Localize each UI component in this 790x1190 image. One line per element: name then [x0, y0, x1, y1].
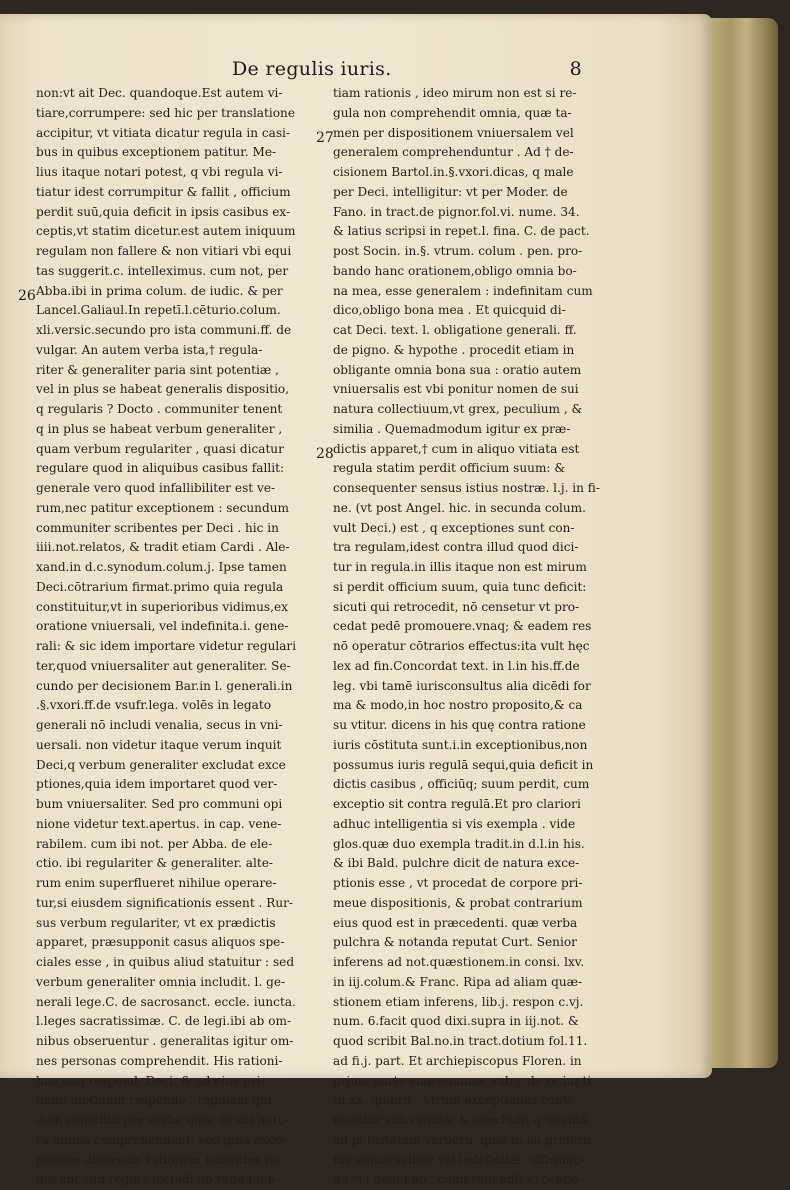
text-line: in iij.colum.& Franc. Ripa ad aliam quæ-: [333, 974, 583, 989]
text-line: meue dispositionis, & probat contrarium: [333, 895, 583, 910]
text-line: ra omnia comprehendant: sed quia exce-: [36, 1132, 287, 1147]
running-header: [232, 58, 592, 84]
text-line: ma & modo,in hoc nostro proposito,& ca: [333, 698, 583, 713]
text-line: generalem comprehenduntur . Ad † de-: [333, 145, 574, 160]
text-line: Deci.cōtrarium firmat.primo quia regula: [36, 579, 284, 594]
text-line: lex ad fin.Concordat text. in l.in his.ff.de: [333, 658, 580, 673]
text-line: num. 6.facit quod dixi.supra in iij.not. &: [333, 1014, 579, 1029]
left-text-column: [36, 84, 304, 1187]
text-line: regula statim perdit officium suum: &: [333, 461, 566, 476]
text-line: eius quod est in præcedenti. quæ verba: [333, 915, 578, 930]
text-line: rabilem. cum ibi not. per Abba. de ele-: [36, 836, 273, 851]
text-line: adhuc intelligentia si vis exempla . vide: [333, 816, 576, 831]
text-line: dico,obligo bona mea . Et quicquid di-: [333, 303, 566, 318]
text-line: si perdit officium suum, quia tunc deficit:: [333, 579, 587, 594]
text-line: ctio. ibi regulariter & generaliter. alte-: [36, 856, 273, 871]
text-line: nes personas comprehendit. His rationi-: [36, 1053, 283, 1068]
text-line: ptiones,quia idem importaret quod ver-: [36, 777, 278, 792]
text-line: per Deci. intelligitur: vt per Moder. de: [333, 184, 568, 199]
text-line: bus non respond. Deci. & ad eius pri-: [36, 1073, 265, 1088]
text-line: vult Deci.) est , q exceptiones sunt con-: [333, 520, 575, 535]
text-line: similia . Quemadmodum igitur ex præ-: [333, 421, 571, 436]
text-line: apparet, præsupponit casus aliquos spe-: [36, 935, 285, 950]
text-line: perdit suū,quia deficit in ipsis casibus ex-: [36, 204, 291, 219]
text-line: xand.in d.c.synodum.colum.j. Ipse tamen: [36, 560, 287, 574]
text-line: rali: & sic idem importare videtur regulari: [36, 639, 297, 653]
text-line: cedat pedē promouere.vnaq; & eadem res: [333, 619, 592, 634]
text-line: mum motiuum responde , regulam qui-: [36, 1093, 276, 1108]
text-line: neantur sub regula: & concludit q quantū: [333, 1113, 589, 1127]
text-line: accipitur, vt vitiata dicatur regula in casi-: [36, 125, 291, 140]
text-line: post Socin. in.§. vtrum. colum . pen. pro-: [333, 244, 583, 258]
text-line: quod scribit Bal.no.in tract.dotium fol.11.: [333, 1034, 588, 1048]
text-line: non:vt ait Dec. quandoque.Est autem vi-: [36, 86, 283, 100]
text-line: bando hanc orationem,obligo omnia bo-: [333, 263, 577, 278]
text-line: do vel negando , comprehendit exceptio-: [333, 1172, 583, 1187]
text-line: tra regulam,idest contra illud quod dici-: [333, 540, 579, 555]
text-line: l.leges sacratissimæ. C. de legi.ibi ab om-: [36, 1014, 292, 1029]
text-line: gula non comprehendit omnia, quæ ta-: [333, 105, 572, 120]
text-line: oratione vniuersali, vel indefinita.i. gene-: [36, 619, 289, 634]
text-line: q regularis ? Docto . communiter tenent: [36, 402, 283, 416]
text-line: pulchra & notanda reputat Curt. Senior: [333, 935, 577, 950]
text-line: uersali. non videtur itaque verum inquit: [36, 737, 282, 752]
text-line: men per dispositionem vniuersalem vel: [333, 125, 574, 140]
text-line: exceptio sit contra regulā.Et pro clariori: [333, 797, 581, 811]
right-text-column: [333, 84, 615, 1187]
header-title: De regulis iuris.: [232, 58, 392, 80]
text-line: riter & generaliter paria sint potentiæ ,: [36, 362, 279, 377]
text-line: vniuersalis est vbi ponitur nomen de sui: [333, 382, 579, 397]
text-line: communiter scribentes per Deci . hic in: [36, 520, 279, 535]
text-line: ptionis esse , vt procedat de corpore pri-: [333, 876, 583, 890]
text-line: q in plus se habeat verbum generaliter ,: [36, 421, 283, 436]
text-line: Lancel.Galiaul.In repetī.l.cēturio.colum.: [36, 303, 281, 318]
text-line: ceptis,vt statim dicetur.est autem iniquum: [36, 224, 296, 239]
text-line: tiare,corrumpere: sed hic per translatione: [36, 105, 295, 120]
text-line: vel in plus se habeat generalis dispositio,: [36, 382, 290, 397]
text-line: ad potestatem verborū, quæ in ea proferū-: [333, 1132, 596, 1147]
text-line: iiii.not.relatos, & tradit etiam Cardi . Ale-: [36, 540, 290, 555]
text-line: obligante omnia bona sua : oratio autem: [333, 362, 582, 377]
margin-number-26: 26: [18, 288, 36, 304]
text-line: generali nō includi venalia, secus in vni-: [36, 718, 283, 732]
text-line: glos.quæ duo exempla tradit.in d.l.in his.: [333, 836, 585, 851]
text-line: ciales esse , in quibus aliud statuitur : sed: [36, 955, 295, 969]
text-line: possumus iuris regulā sequi,quia deficit in: [333, 757, 594, 772]
text-line: xli.versic.secundo pro ista communi.ff. de: [36, 323, 292, 337]
text-line: .§.vxori.ff.de vsufr.lega. volēs in legato: [36, 698, 271, 713]
text-line: ptiones diuersam rationem habentes ne-: [36, 1152, 284, 1167]
text-line: & latius scripsi in repet.l. fina. C. de pact.: [333, 224, 590, 239]
text-line: consequenter sensus istius nostræ. l.j. in fi-: [333, 481, 600, 495]
text-line: inferens ad not.quæstionem.in consi. lxv.: [333, 955, 585, 969]
text-line: leg. vbi tamē iurisconsultus alia dicēdi for: [333, 678, 591, 693]
text-line: stionem etiam inferens, lib.j. respon c.vj.: [333, 994, 584, 1009]
text-line: Abba.ibi in prima colum. de iudic. & per: [36, 283, 283, 298]
text-line: regulare quod in aliquibus casibus fallit:: [36, 461, 285, 476]
text-line: natura collectiuum,vt grex, peculium , &: [333, 402, 583, 416]
text-line: tur in regula.in illis itaque non est mirum: [333, 560, 587, 574]
text-line: nerali lege.C. de sacrosanct. eccle. iuncta.: [36, 994, 296, 1009]
text-line: prima parte suæ summæ sub.c.de re.iur.ti-: [333, 1073, 596, 1088]
text-line: tur vniuersaliter vel indefinitæ, affirman-: [333, 1152, 586, 1167]
margin-number-27: 27: [316, 130, 334, 146]
text-line: tu.xx. quærit , vtrum exceptiones conti-: [333, 1093, 576, 1108]
text-line: queunt sub regula includi ob repugnan-: [36, 1172, 280, 1187]
text-line: cundo per decisionem Bar.in l. generali.in: [36, 678, 293, 693]
text-line: ne. (vt post Angel. hic. in secunda colum.: [333, 500, 586, 515]
text-line: verbum generaliter omnia includit. l. ge-: [36, 974, 286, 989]
text-line: regulam non fallere & non vitiari vbi equi: [36, 244, 292, 258]
text-line: quam verbum regulariter , quasi dicatur: [36, 441, 284, 456]
page-number: 8: [569, 58, 582, 80]
text-line: dictis apparet,† cum in aliquo vitiata est: [333, 441, 580, 456]
text-line: tur,si eiusdem significationis essent . Rur-: [36, 895, 294, 910]
text-line: nione videtur text.apertus. in cap. vene-: [36, 816, 282, 831]
text-line: bus in quibus exceptionem patitur. Me-: [36, 145, 277, 160]
margin-number-28: 28: [316, 446, 334, 462]
text-line: sicuti qui retrocedit, nō censetur vt pro-: [333, 599, 580, 614]
text-line: ad fi.j. part. Et archiepiscopus Floren. in: [333, 1053, 582, 1068]
text-line: nibus obseruentur . generalitas igitur om-: [36, 1034, 294, 1048]
text-line: na mea, esse generalem : indefinitam cum: [333, 283, 593, 298]
text-line: de pigno. & hypothe . procedit etiam in: [333, 342, 575, 357]
text-line: sus verbum regulariter, vt ex prædictis: [36, 915, 276, 930]
text-line: tiatur idest corrumpitur & fallit , officium: [36, 184, 291, 199]
text-line: cisionem Bartol.in.§.vxori.dicas, q male: [333, 165, 574, 179]
text-line: cat Deci. text. l. obligatione generali. ff.: [333, 323, 577, 337]
text-line: Fano. in tract.de pignor.fol.vi. nume. 34.: [333, 204, 580, 219]
text-line: nō operatur cōtrarios effectus:ita vult hęc: [333, 639, 590, 653]
text-line: constituitur,vt in superioribus vidimus,ex: [36, 599, 288, 614]
text-line: vulgar. An autem verba ista,† regula-: [36, 342, 263, 357]
text-line: dictis casibus , officiūq; suum perdit, cum: [333, 777, 590, 792]
text-line: Deci,q verbum generaliter excludat exce: [36, 757, 286, 772]
text-line: bum vniuersaliter. Sed pro communi opi: [36, 797, 283, 811]
text-line: generale vero quod infallibiliter est ve-: [36, 481, 276, 495]
text-line: lius itaque notari potest, q vbi regula vi-: [36, 165, 283, 179]
text-line: & ibi Bald. pulchre dicit de natura exce-: [333, 856, 580, 871]
text-line: su vtitur. dicens in his quę contra ratione: [333, 718, 586, 732]
text-line: rum enim superflueret nihilue operare-: [36, 876, 277, 890]
text-line: rum,nec patitur exceptionem : secundum: [36, 500, 289, 515]
text-line: tas suggerit.c. intelleximus. cum not, per: [36, 263, 289, 278]
text-line: tiam rationis , ideo mirum non est si re-: [333, 86, 577, 100]
text-line: dem constitui per verba quæ de sui natu-: [36, 1113, 290, 1127]
text-line: ter,quod vniuersaliter aut generaliter. Se-: [36, 658, 291, 673]
text-line: iuris cōstituta sunt.i.in exceptionibus,non: [333, 737, 588, 752]
